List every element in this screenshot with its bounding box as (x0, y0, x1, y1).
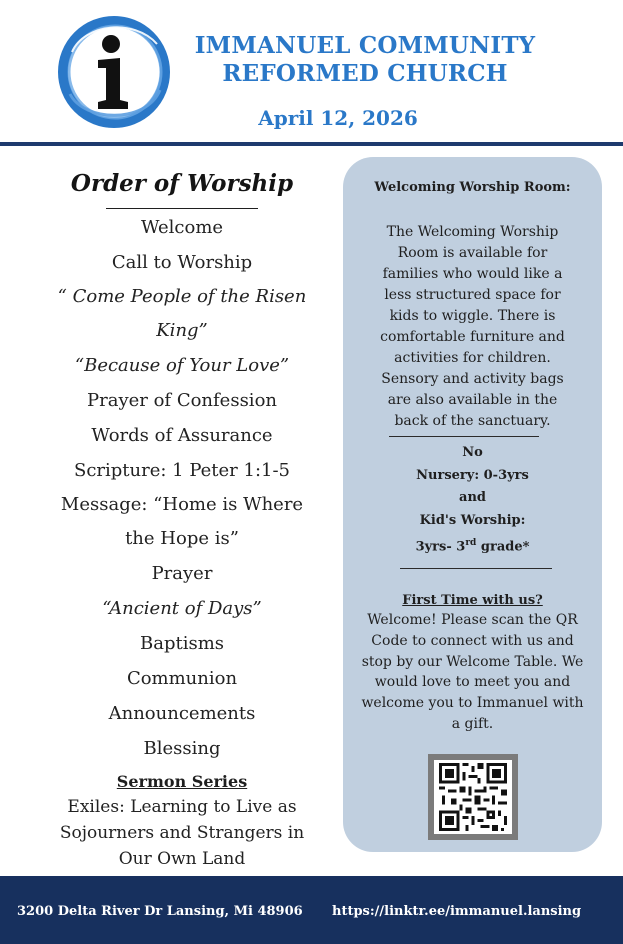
church-name (160, 32, 570, 88)
linktree-link[interactable]: https://linktr.ee/immanuel.lansing (332, 904, 582, 919)
qr-code-icon (434, 760, 512, 834)
welcoming-room-heading: Welcoming Worship Room: (374, 180, 571, 195)
ages-line-grade (363, 532, 582, 559)
sermon-series-text: Exiles: Learning to Live as Sojourners and Strangers in Our Own Land (59, 797, 305, 869)
order-item: “Because of Your Love” (74, 355, 290, 376)
first-time-text: Welcome! Please scan the QR Code to connect with us and stop by our Welcome Table. We would love to meet you and welcome you to Immanuel with a gift. (361, 612, 584, 732)
welcoming-room-text: The Welcoming Worship Room is available for families who would like a less structured space for kids to wiggle. There is comfortable furniture and activities for children. Sensory and activity bags are also available in the back of the sanctuary. (380, 224, 565, 429)
grade-end: grade* (476, 539, 530, 555)
order-item: Prayer of Confession (87, 390, 277, 411)
info-panel (343, 157, 602, 852)
order-item: Welcome (140, 217, 224, 238)
footer (0, 876, 623, 944)
order-item: Announcements (108, 703, 256, 724)
qr-code[interactable] (428, 754, 518, 840)
service-date: April 12, 2026 (258, 106, 418, 130)
panel-divider (400, 568, 552, 569)
order-of-worship-title: Order of Worship (70, 170, 294, 197)
order-title-divider (106, 208, 258, 209)
ages-line: Nursery: 0-3yrs (416, 467, 529, 483)
order-item: Prayer (151, 563, 213, 584)
ages-line: Kid's Worship: (419, 512, 526, 528)
order-item: Scripture: 1 Peter 1:1-5 (73, 460, 290, 481)
order-item: Call to Worship (111, 252, 253, 273)
first-time-heading: First Time with us? (402, 593, 543, 608)
order-list (50, 210, 314, 766)
order-item: Baptisms (139, 633, 224, 654)
order-item: Blessing (143, 738, 221, 759)
ages-line: No (462, 445, 483, 460)
order-item: Communion (126, 668, 238, 689)
church-name-line-2: REFORMED CHURCH (222, 60, 508, 87)
order-item: Words of Assurance (91, 425, 273, 446)
order-of-worship (50, 170, 314, 872)
sermon-series-heading: Sermon Series (116, 772, 248, 791)
order-item: “ Come People of the Risen King” (57, 286, 307, 341)
ages-line: and (459, 490, 486, 505)
grade-main: 3yrs- 3 (415, 539, 466, 555)
church-address: 3200 Delta River Dr Lansing, Mi 48906 (17, 904, 303, 919)
order-item: Message: “Home is Where the Hope is” (60, 494, 304, 549)
church-logo-icon (54, 12, 174, 132)
grade-superscript: rd (465, 538, 477, 548)
order-item: “Ancient of Days” (102, 598, 262, 619)
church-name-line-1: IMMANUEL COMMUNITY (194, 32, 536, 59)
header-divider (0, 142, 623, 146)
header (0, 0, 623, 148)
children-ages-info (363, 442, 582, 559)
panel-divider (389, 436, 539, 437)
